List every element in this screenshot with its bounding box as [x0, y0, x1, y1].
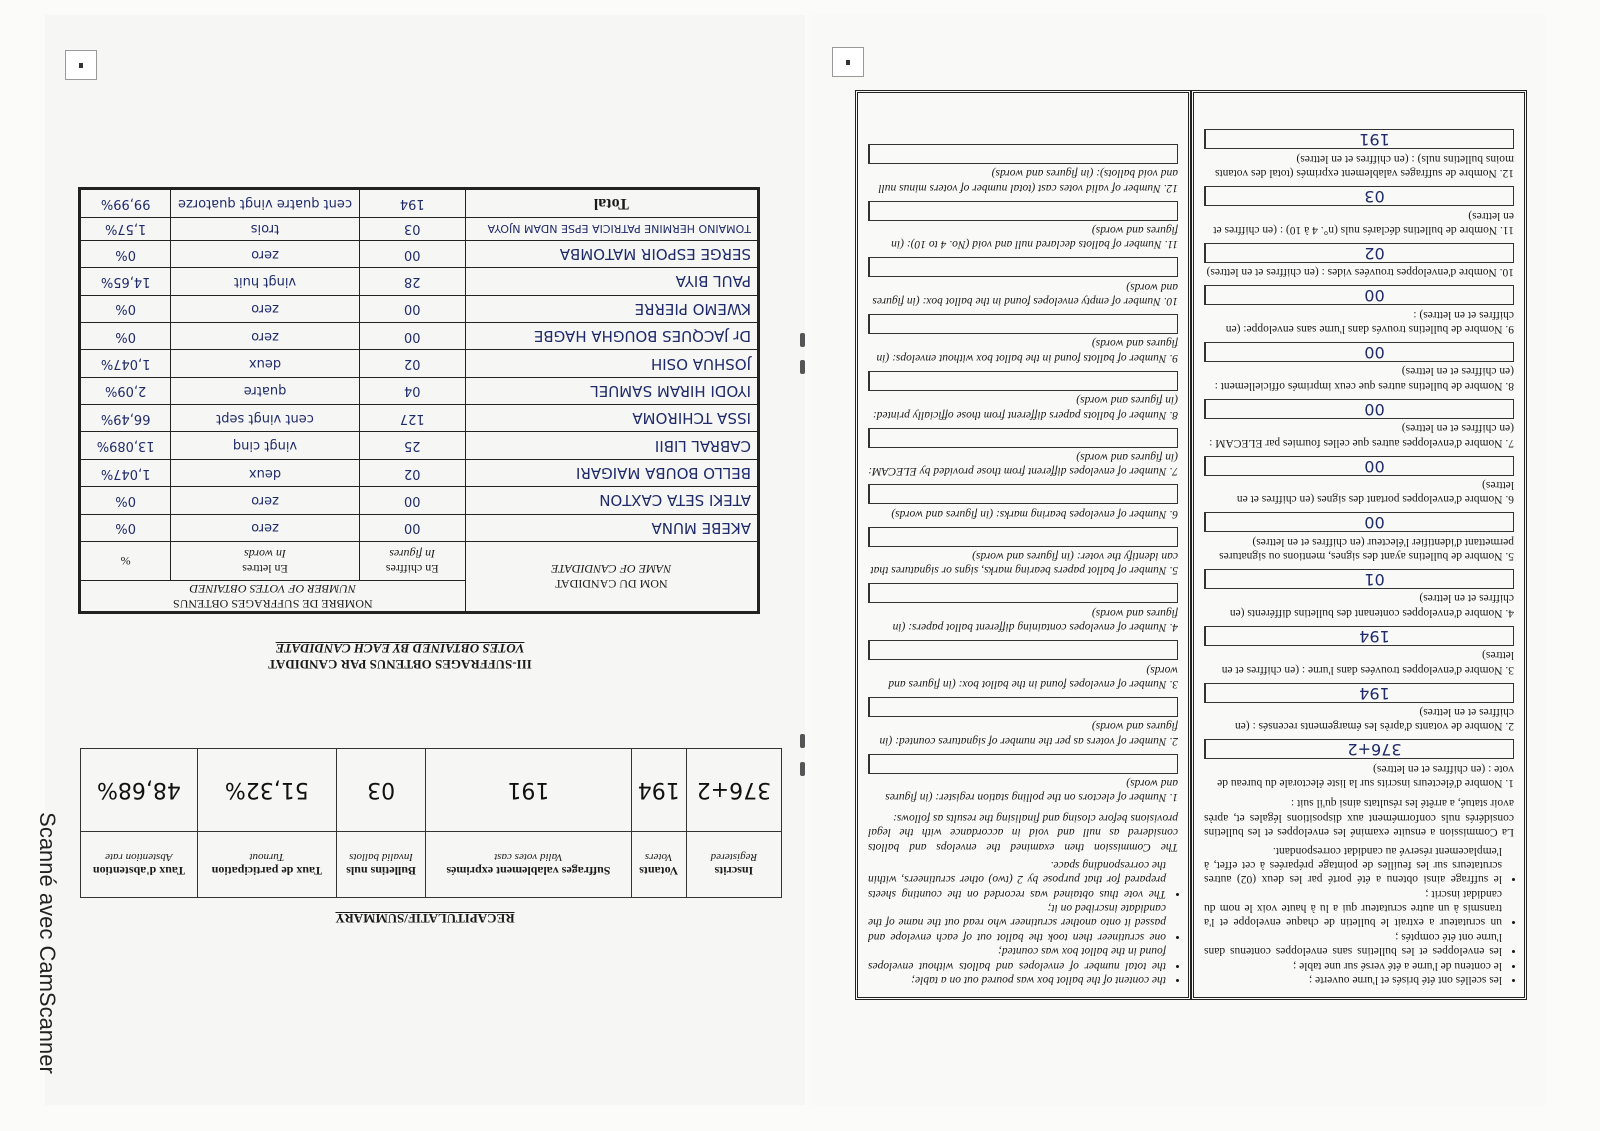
- summary-label-invalid-ballots: Bulletins nuls Invalid ballots: [336, 832, 425, 898]
- summary-value-voters: 194: [631, 749, 686, 832]
- form-item: 5. Number of ballot papers bearing marks, signs or signatures that can identify the voter: (in figures and words): [868, 527, 1178, 578]
- form-intro-english: • the content of the ballot box was poured out on a table; • the total number of envelopes and ballots without envelopes found in the ballot box was counted; • one scrutineer then took the ballot out of each envelope and passed it onto another scrutineer who read out the name of the candidate inscribed on it; • The vote thus obtained was recorded on the counting sheets prepared for that purpose by 2 (two) other scrutineers, within the corresponding space. The Commission then examined the envelops and ballots considered as null and void in accordance with the legal provisions before closing and finalising the results as follows:: [868, 811, 1178, 988]
- table-row: TOMAINO HERMINE PATRICIA EPSE NDAM NJOYA 03 trois 1,57%: [80, 217, 759, 240]
- summary-value-turnout: 51,32%: [197, 749, 336, 832]
- summary-value-registered: 376+2: [686, 749, 781, 832]
- form-item: 10. Nombre d'enveloppes trouvées vides : (en chiffres et en lettres) 02: [1204, 243, 1514, 279]
- name-column-header: NOM DU CANDIDAT NAME OF CANDIDATE: [465, 542, 758, 613]
- table-row: AKEBE MUNA 00 zero 0%: [80, 514, 759, 541]
- percent-subheader: %: [80, 542, 171, 581]
- form-item: 6. Nombre d'enveloppes portant des signes (en chiffres et en lettres) 00: [1204, 456, 1514, 507]
- form-item: 9. Nombre de bulletins trouvés dans l'urne sans enveloppe: (en chiffres et en lettres) : 00: [1204, 285, 1514, 336]
- form-item: 1. Nombre d'électeurs inscrits sur la liste électorale du bureau de vote : (en chiffres et en lettres) 376+2: [1204, 739, 1514, 790]
- table-row: CABRAL LIBII 25 vingt cinq 13,089%: [80, 432, 759, 459]
- form-item: 12. Number of valid votes cast (total number of voters minus null and void ballots): (in figures and words): [868, 144, 1178, 195]
- form-item: 2. Nombre de votants d'après les émargements recensés : (en chiffres et en lettres) 194: [1204, 683, 1514, 734]
- table-row: ATEKI SETA CAXTON 00 zero 0%: [80, 487, 759, 514]
- form-item: 8. Nombre de bulletins autres que ceux imprimés officiellement : (en chiffres et en lettres) 00: [1204, 342, 1514, 393]
- summary-table: [80, 748, 782, 898]
- form-item: 1. Number of electors on the polling station register: (in figures and words): [868, 754, 1178, 805]
- form-item: 5. Nombre de bulletins ayant des signes, mentions ou signatures permettant d'identifier l'électeur (en chiffres et en lettres) 00: [1204, 512, 1514, 563]
- form-intro-french: • les scellés ont été brisés et l'urne ouverte ; • le contenu de l'urne a été versé sur une table ; • les enveloppes et les bulletins sans enveloppes contenus dans l'urne ont été comptés ; • un scrutateur a extrait le bulletin de chaque enveloppe et l'a transmis à un autre scrutateur qui a lu à haute voix le nom du candidat inscrit ; • le suffrage ainsi obtenu a été porté par les deux (02) autres scrutateurs sur les feuilles de pointage préparées à cet effet, à l'emplacement réservé au candidat correspondant. La Commission a ensuite examiné les enveloppes et les bulletins considérés nuls conformément aux dispositions légales et, après avoir statué, a arrêté les résultats ainsi qu'il suit :: [1204, 796, 1514, 987]
- form-item: 6. Number of envelopes bearing marks: (in figures and words): [868, 484, 1178, 520]
- total-row: Total 194 cent quatre vingt quatorze 99,99%: [80, 189, 759, 218]
- summary-label-voters: Votants Voters: [631, 832, 686, 898]
- summary-label-turnout: Taux de participation Turnout: [197, 832, 336, 898]
- summary-value-invalid-ballots: 03: [336, 749, 425, 832]
- form-item: 4. Nombre d'enveloppes contenant des bulletins différents (en chiffres et en lettres) 01: [1204, 569, 1514, 620]
- table-row: BELLO BOUBA MAIGARI 02 deux 1,047%: [80, 459, 759, 486]
- summary-title: RECAPITULATIF/SUMMARY: [335, 911, 515, 926]
- form-item: 11. Number of ballots declared null and void (No. 4 to 10): (in figures and words): [868, 201, 1178, 252]
- candidate-results-table: [78, 187, 760, 614]
- form-item: 11. Nombre de bulletins déclarés nuls (n°. 4 à 10) : (en chiffres et en lettres) 03: [1204, 186, 1514, 237]
- form-item: 7. Number of envelopes different from those provided by ELECAM: (in figures and words): [868, 428, 1178, 479]
- staple-mark-icon: [800, 762, 805, 776]
- form-column-french: [1191, 90, 1527, 1000]
- summary-label-abstention: Taux d'abstention Abstention rate: [81, 832, 198, 898]
- staple-mark-icon: [800, 360, 805, 374]
- form-item: 7. Nombre d'enveloppes autres que celles fournies par ELECAM : (en chiffres et en lettres) 00: [1204, 399, 1514, 450]
- table-row: IYODI HIRAM SAMUEL 04 quatre 2,09%: [80, 377, 759, 404]
- figures-subheader: En chiffres In figures: [359, 542, 465, 581]
- table-row: PAUL BIYA 28 vingt huit 14,65%: [80, 268, 759, 295]
- staple-mark-icon: [800, 333, 805, 347]
- table-row: SERGE ESPOIR MATOMBA 00 zero 0%: [80, 240, 759, 267]
- form-item: 3. Number of envelopes found in the ballot box: (in figures and words): [868, 640, 1178, 691]
- form-item: 12. Nombre de suffrages valablement exprimés (total des votants moins bulletins nuls) : (en chiffres et en lettres) 191: [1204, 130, 1514, 181]
- summary-label-registered: Inscrits Registered: [686, 832, 781, 898]
- staple-mark-icon: [800, 734, 805, 748]
- votes-column-header: NOMBRE DE SUFFRAGES OBTENUS NUMBER OF VOTES OBTAINED: [80, 581, 466, 613]
- summary-value-valid-votes: 191: [426, 749, 631, 832]
- form-item: 9. Number of ballots found in the ballot box without envelops: (in figures and words): [868, 314, 1178, 365]
- results-section-title: III-SUFFRAGES OBTENUS PAR CANDIDAT VOTES OBTAINED BY EACH CANDIDATE: [268, 641, 532, 672]
- page-corner-icon: [832, 47, 864, 77]
- form-item: 4. Number of envelopes containing different ballot papers: (in figures and words): [868, 584, 1178, 635]
- summary-label-valid-votes: Suffrages valablement exprimés Valid votes cast: [426, 832, 631, 898]
- form-item: 3. Nombre d'enveloppes trouvées dans l'urne : (en chiffres et en lettres) 194: [1204, 626, 1514, 677]
- form-item: 10. Number of empty envelopes found in the ballot box: (in figures and words): [868, 257, 1178, 308]
- table-row: Dr JACQUES BOUGHA HAGBE 00 zero 0%: [80, 323, 759, 350]
- summary-value-abstention: 48,68%: [81, 749, 198, 832]
- form-item: 2. Number of voters as per the number of signatures counted: (in figures and words): [868, 697, 1178, 748]
- table-row: ISSA TCHIROMA 127 cent vingt sept 66,49%: [80, 405, 759, 432]
- form-column-english: [855, 90, 1191, 1000]
- counting-report-form: [855, 90, 1527, 1000]
- words-subheader: En lettres In words: [171, 542, 360, 581]
- camscanner-watermark: Scanné avec CamScanner: [35, 812, 60, 1074]
- page-corner-icon: [65, 50, 97, 80]
- table-row: JOSHUA OSIH 02 deux 1,047%: [80, 350, 759, 377]
- table-row: KWEMO PIERRE 00 zero 0%: [80, 295, 759, 322]
- form-item: 8. Number of ballots papers different from those officially printed: (in figures and words): [868, 371, 1178, 422]
